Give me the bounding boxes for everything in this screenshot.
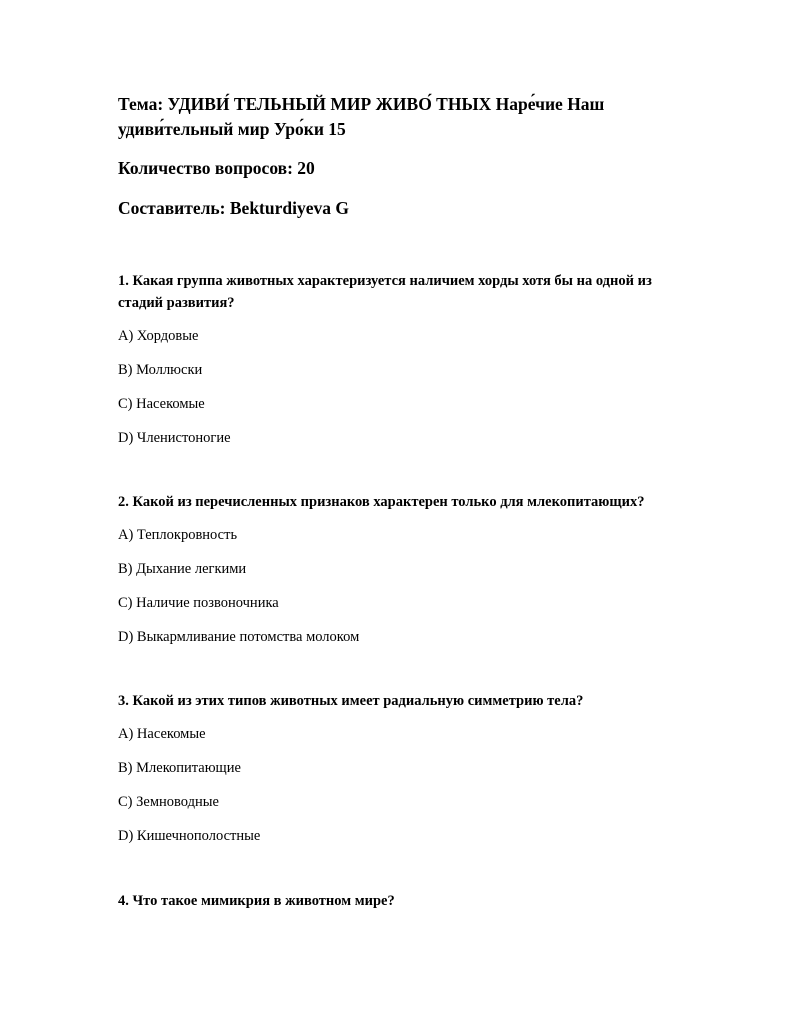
document-page [118, 92, 688, 912]
answer-option: B) Дыхание легкими [118, 561, 247, 577]
question-text: 2. Какой из перечисленных признаков характерен только для млекопитающих? [118, 494, 645, 510]
question-block-4 [118, 890, 688, 912]
question-count: Количество вопросов: 20 [118, 158, 315, 178]
author-line: Составитель: Bekturdiyeva G [118, 198, 349, 218]
answer-option: D) Выкармливание потомства молоком [118, 629, 360, 645]
question-block-2 [118, 491, 688, 648]
answer-option: B) Моллюски [118, 362, 203, 378]
answer-option: B) Млекопитающие [118, 760, 241, 776]
question-text: 4. Что такое мимикрия в животном мире? [118, 893, 395, 909]
answer-option: C) Земноводные [118, 794, 219, 810]
question-text: 1. Какая группа животных характеризуется наличием хорды хотя бы на одной из стадий развития? [118, 273, 652, 311]
answer-option: D) Кишечнополостные [118, 828, 261, 844]
question-block-3 [118, 690, 688, 847]
question-text: 3. Какой из этих типов животных имеет радиальную симметрию тела? [118, 693, 584, 709]
question-block-1 [118, 270, 688, 449]
answer-option: A) Хордовые [118, 328, 199, 344]
answer-option: D) Членистоногие [118, 430, 231, 446]
answer-option: A) Теплокровность [118, 527, 238, 543]
answer-option: C) Насекомые [118, 396, 205, 412]
answer-option: C) Наличие позвоночника [118, 595, 279, 611]
document-title: Тема: УДИВИ́ ТЕЛЬНЫЙ МИР ЖИВО́ ТНЫХ Наре́чие Наш удиви́тельный мир Уро́ки 15 [118, 94, 605, 139]
answer-option: A) Насекомые [118, 726, 206, 742]
